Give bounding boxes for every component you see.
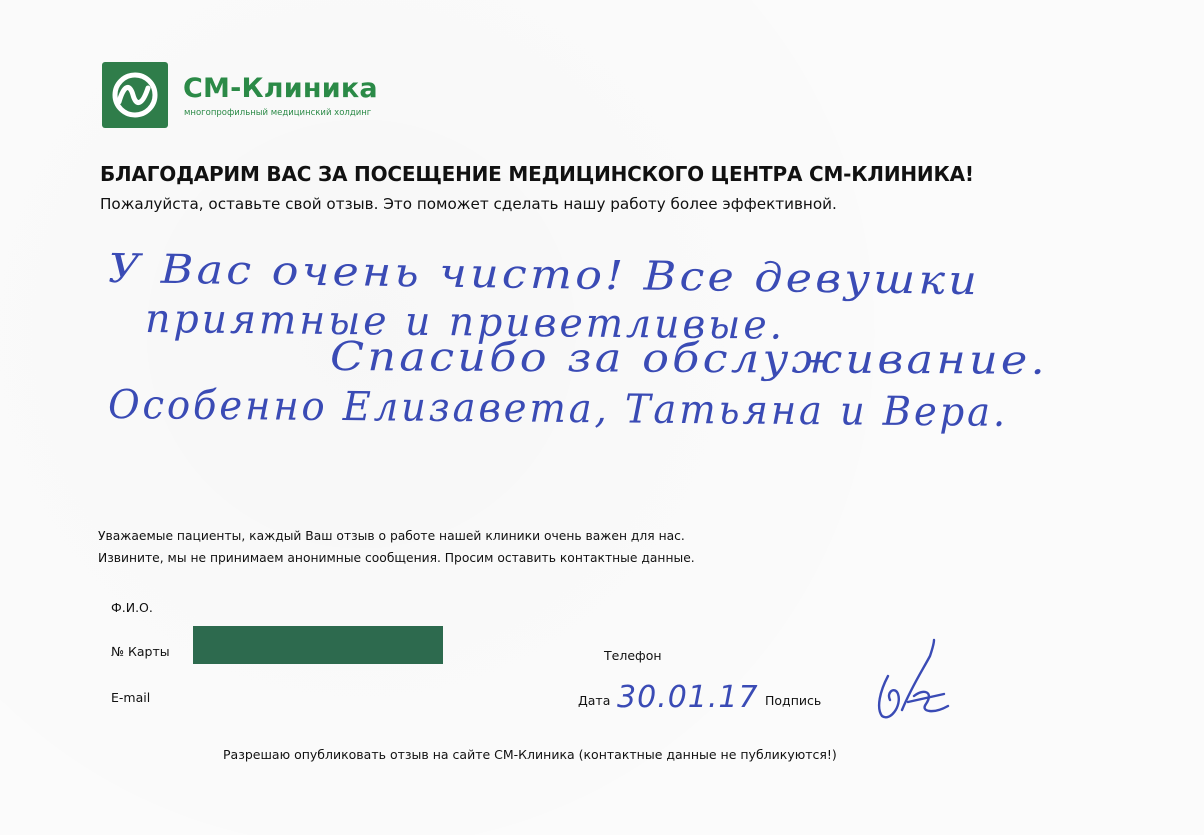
notice-line-1: Уважаемые пациенты, каждый Ваш отзыв о работе нашей клиники очень важен для нас. bbox=[98, 529, 685, 543]
date-value: 30.01.17 bbox=[617, 680, 759, 715]
email-label: E-mail bbox=[111, 690, 151, 705]
notice-line-2: Извините, мы не принимаем анонимные сообщения. Просим оставить контактные данные. bbox=[98, 551, 695, 565]
phone-label: Телефон bbox=[604, 648, 662, 663]
clinic-tagline: многопрофильный медицинский холдинг bbox=[184, 108, 372, 118]
fio-label: Ф.И.О. bbox=[111, 600, 153, 615]
redacted-card-number bbox=[193, 626, 443, 664]
date-label: Дата bbox=[578, 693, 611, 708]
review-line-1: У Вас очень чисто! Все девушки bbox=[107, 246, 897, 304]
card-label: № Карты bbox=[111, 644, 170, 659]
publish-permission-text: Разрешаю опубликовать отзыв на сайте СМ-Клиника (контактные данные не публикуются!) bbox=[223, 747, 837, 762]
review-line-3: Спасибо за обслуживание. bbox=[329, 334, 977, 384]
form-heading: БЛАГОДАРИМ ВАС ЗА ПОСЕЩЕНИЕ МЕДИЦИНСКОГО ЦЕНТРА СМ-КЛИНИКА! bbox=[100, 162, 974, 186]
review-line-4: Особенно Елизавета, Татьяна и Вера. bbox=[107, 382, 1044, 437]
review-line-2: приятные и приветливые. bbox=[144, 296, 796, 349]
signature-label: Подпись bbox=[765, 693, 822, 708]
clinic-name: СМ-Клиника bbox=[183, 73, 378, 104]
signature-image bbox=[868, 636, 958, 726]
form-subheading: Пожалуйста, оставьте свой отзыв. Это поможет сделать нашу работу более эффективной. bbox=[100, 195, 837, 213]
